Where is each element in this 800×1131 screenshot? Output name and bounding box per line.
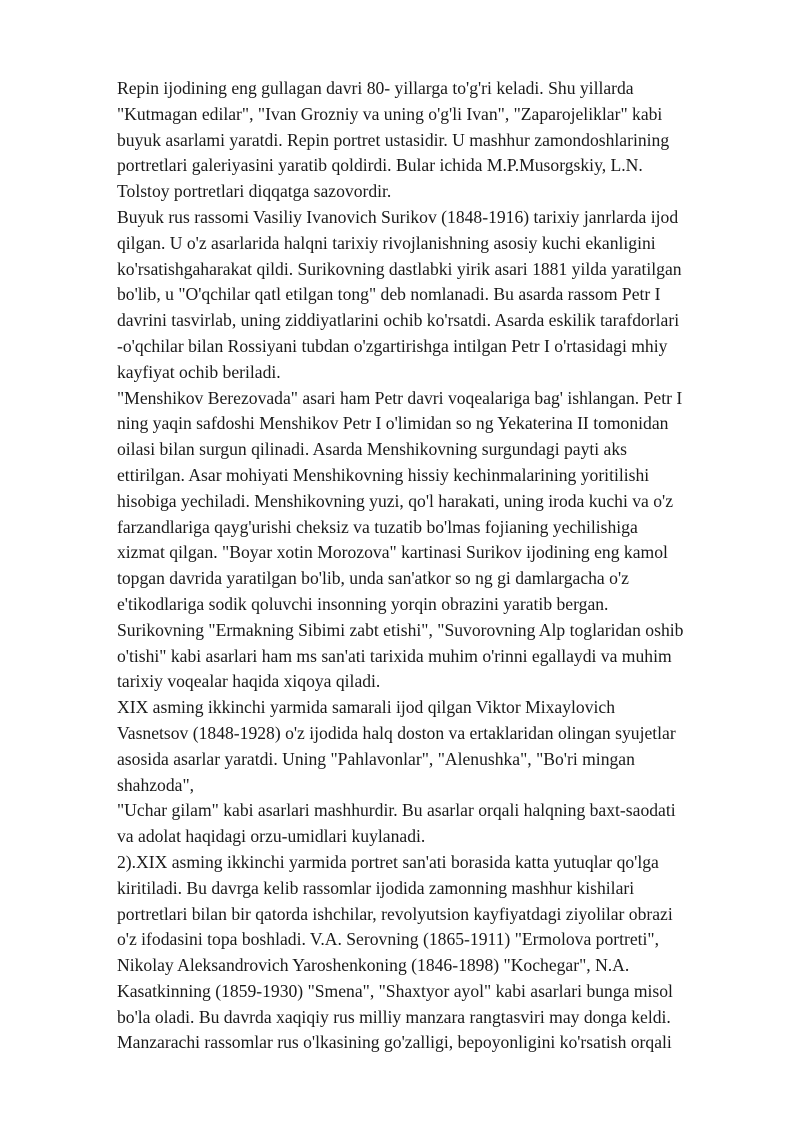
text-line: buyuk asarlami yaratdi. Repin portret ustasidir. U mashhur zamondoshlarining — [117, 129, 670, 150]
text-line: bo'la oladi. Bu davrda xaqiqiy rus milliy manzara rangtasviri may donga keldi. — [117, 1006, 671, 1027]
text-line: Repin ijodining eng gullagan davri 80- yillarga to'g'ri keladi. Shu yillarda — [117, 78, 634, 98]
text-line: qilgan. U o'z asarlarida halqni tarixiy rivojlanishning asosiy kuchi ekanligini — [117, 232, 656, 253]
text-line: kayfiyat ochib beriladi. — [117, 361, 281, 382]
text-line: farzandlariga qayg'urishi cheksiz va tuzatib bo'lmas fojianing yechilishiga — [117, 516, 638, 537]
text-line: Manzarachi rassomlar rus o'lkasining go'zalligi, bepoyonligini ko'rsatish orqali — [117, 1032, 672, 1053]
text-line: bo'lib, u "O'qchilar qatl etilgan tong" deb nomlanadi. Bu asarda rassom Petr I — [117, 284, 661, 305]
text-line: portretlari galeriyasini yaratib qoldirdi. Bular ichida M.P.Musorgskiy, L.N. — [117, 155, 643, 176]
text-line: oilasi bilan surgun qilinadi. Asarda Menshikovning surgundagi payti aks — [117, 439, 628, 460]
text-line: "Uchar gilam" kabi asarlari mashhurdir. Bu asarlar orqali halqning baxt-saodati — [117, 800, 676, 821]
text-line: Vasnetsov (1848-1928) o'z ijodida halq doston va ertaklaridan olingan syujetlar — [117, 722, 676, 743]
text-line: e'tikodlariga sodik qoluvchi insonning yorqin obrazini yaratib bergan. — [117, 593, 609, 614]
text-line: shahzoda", — [117, 774, 195, 795]
text-line: ettirilgan. Asar mohiyati Menshikovning hissiy kechinmalarining yoritilishi — [117, 464, 650, 485]
text-line: XIX asming ikkinchi yarmida samarali ijod qilgan Viktor Mixaylovich — [117, 697, 615, 718]
text-line: "Kutmagan edilar", "Ivan Grozniy va uning o'g'li Ivan", "Zaparojeliklar" kabi — [117, 103, 663, 124]
text-line: xizmat qilgan. "Boyar xotin Morozova" kartinasi Surikov ijodining eng kamol — [117, 542, 668, 563]
text-line: 2).XIX asming ikkinchi yarmida portret san'ati borasida katta yutuqlar qo'lga — [117, 851, 659, 872]
text-line: -o'qchilar bilan Rossiyani tubdan o'zgartirishga intilgan Petr I o'rtasidagi mhiy — [117, 335, 668, 356]
text-line: Tolstoy portretlari diqqatga sazovordir. — [117, 181, 392, 202]
text-line: Kasatkinning (1859-1930) "Smena", "Shaxtyor ayol" kabi asarlari bunga misol — [117, 980, 673, 1001]
text-line: Buyuk rus rassomi Vasiliy Ivanovich Surikov (1848-1916) tarixiy janrlarda ijod — [117, 206, 679, 227]
text-line: ko'rsatishgaharakat qildi. Surikovning dastlabki yirik asari 1881 yilda yaratilgan — [117, 258, 682, 279]
text-line: o'tishi" kabi asarlari ham ms san'ati tarixida muhim o'rinni egallaydi va muhim — [117, 645, 672, 666]
text-line: davrini tasvirlab, uning ziddiyatlarini ochib ko'rsatdi. Asarda eskilik tarafdorlari — [117, 310, 680, 331]
text-line: tarixiy voqealar haqida xiqoya qiladi. — [117, 671, 381, 692]
text-line: kiritiladi. Bu davrga kelib rassomlar ijodida zamonning mashhur kishilari — [117, 877, 635, 898]
text-line: topgan davrida yaratilgan bo'lib, unda san'atkor so ng gi damlargacha o'z — [117, 568, 629, 589]
document-body — [117, 76, 757, 1056]
text-line: o'z ifodasini topa boshladi. V.A. Serovning (1865-1911) "Ermolova portreti", — [117, 929, 660, 950]
text-line: hisobiga yechiladi. Menshikovning yuzi, qo'l harakati, uning iroda kuchi va o'z — [117, 490, 674, 511]
text-line: asosida asarlar yaratdi. Uning "Pahlavonlar", "Alenushka", "Bo'ri mingan — [117, 748, 635, 769]
text-line: "Menshikov Berezovada" asari ham Petr davri voqealariga bag' ishlangan. Petr I — [117, 387, 683, 408]
text-line: Surikovning "Ermakning Sibimi zabt etishi", "Suvorovning Alp toglaridan oshib — [117, 619, 684, 640]
text-line: Nikolay Aleksandrovich Yaroshenkoning (1846-1898) "Kochegar", N.A. — [117, 955, 630, 976]
text-line: portretlari bilan bir qatorda ishchilar, revolyutsion kayfiyatdagi ziyolilar obrazi — [117, 903, 673, 924]
text-line: ning yaqin safdoshi Menshikov Petr I o'limidan so ng Yekaterina II tomonidan — [117, 413, 669, 434]
text-line: va adolat haqidagi orzu-umidlari kuylanadi. — [117, 826, 426, 847]
